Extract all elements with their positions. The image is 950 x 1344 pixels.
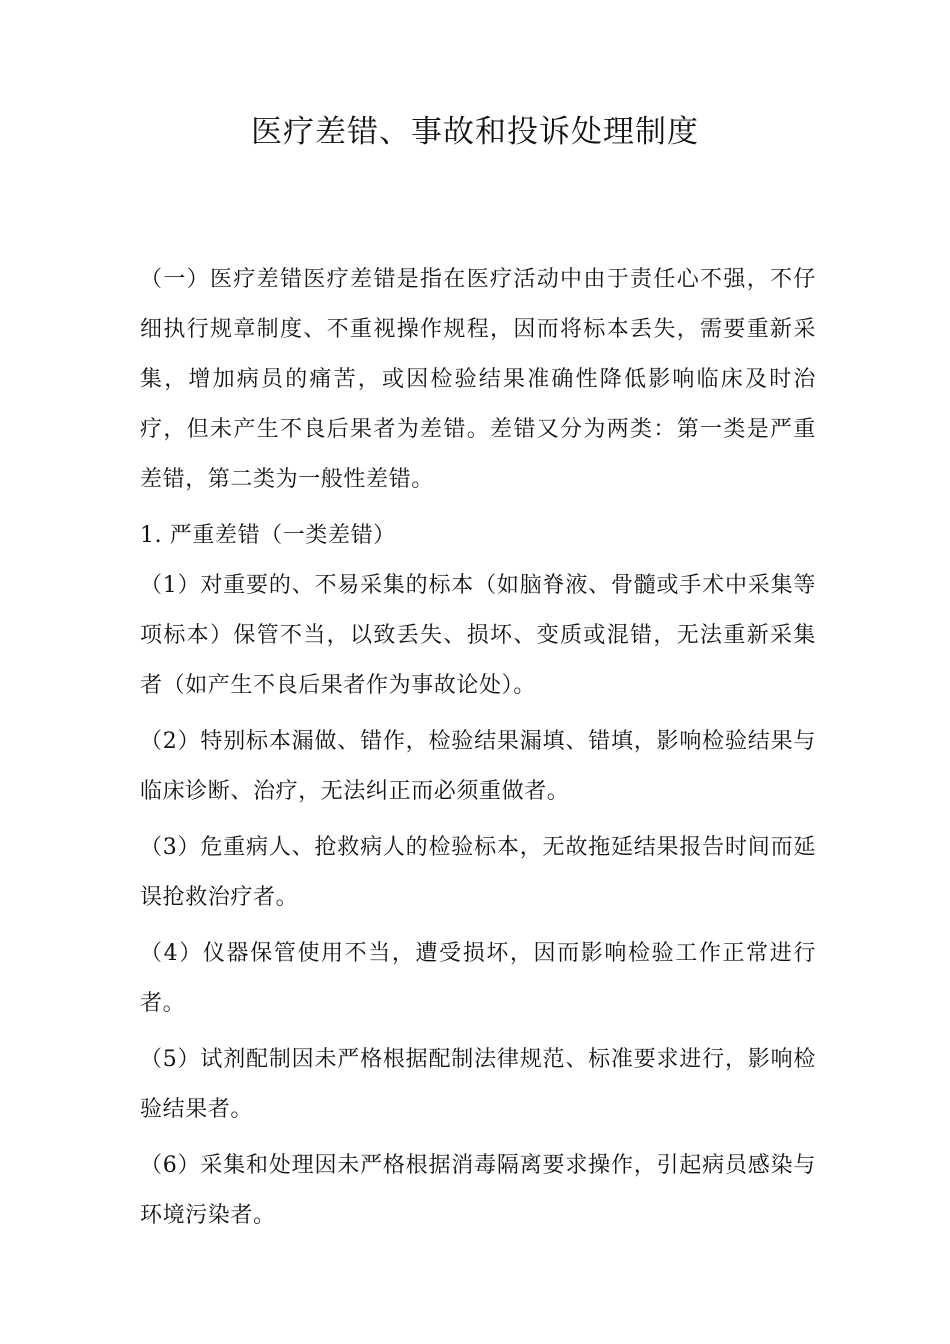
list-item-6: （6）采集和处理因未严格根据消毒隔离要求操作，引起病员感染与环境污染者。 [140,1153,816,1228]
list-item-4: （4）仪器保管使用不当，遭受损坏，因而影响检验工作正常进行者。 [140,941,816,1016]
document-title: 医疗差错、事故和投诉处理制度 [251,114,699,150]
list-item-2: （2）特别标本漏做、错作，检验结果漏填、错填，影响检验结果与临床诊断、治疗，无法纠正而必须重做者。 [140,729,816,804]
document-body [140,255,816,1247]
list-item-5: （5）试剂配制因未严格根据配制法律规范、标准要求进行，影响检验结果者。 [140,1047,816,1122]
list-item-1: （1）对重要的、不易采集的标本（如脑脊液、骨髓或手术中采集等项标本）保管不当，以致丢失、损坏、变质或混错，无法重新采集者（如产生不良后果者作为事故论处）。 [140,573,816,698]
section-heading-serious-errors: 1. 严重差错（一类差错） [140,523,396,548]
paragraph-definition: （一）医疗差错医疗差错是指在医疗活动中由于责任心不强，不仔细执行规章制度、不重视操作规程，因而将标本丢失，需要重新采集，增加病员的痛苦，或因检验结果准确性降低影响临床及时治疗，但未产生不良后果者为差错。差错又分为两类：第一类是严重差错，第二类为一般性差错。 [140,267,816,492]
list-item-3: （3）危重病人、抢救病人的检验标本，无故拖延结果报告时间而延误抢救治疗者。 [140,835,816,910]
